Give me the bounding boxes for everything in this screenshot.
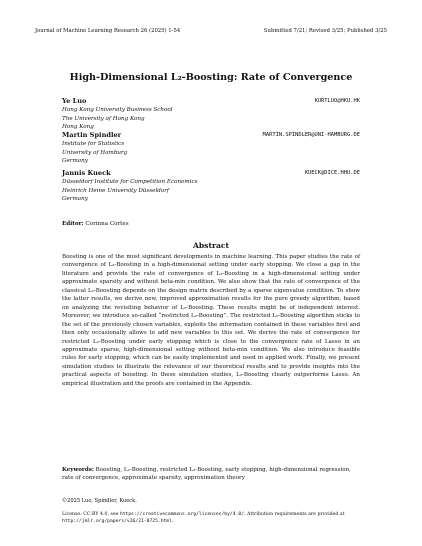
paper-title: High-Dimensional L₂-Boosting: Rate of Convergence <box>69 72 353 83</box>
license-middle: . Attribution requirements are provided at <box>244 512 345 517</box>
affiliation-line: Germany <box>62 158 88 165</box>
affiliation-line: University of Hamburg <box>62 149 128 156</box>
abstract-heading: Abstract <box>192 241 230 250</box>
license-link[interactable]: https://creativecommons.org/licenses/by/4.0/ <box>119 512 245 517</box>
submission-dates: Submitted 7/21; Revised 3/25; Published 3/25 <box>263 28 387 34</box>
license-prefix: License: CC-BY 4.0, see <box>62 512 120 517</box>
affiliation-line: Hong Kong University Business School <box>62 107 173 113</box>
author-email[interactable]: KURTLUO@HKU.HK <box>314 98 360 104</box>
author-block <box>62 97 360 132</box>
affiliation-line: Hong Kong <box>62 124 94 131</box>
editor-line <box>62 221 129 227</box>
keywords-line <box>62 466 360 483</box>
affiliation-line: The University of Hong Kong <box>62 115 145 122</box>
journal-header: Journal of Machine Learning Research 26 (2025) 1-54 <box>35 28 181 34</box>
copyright-notice: ©2025 Luo, Spindler, Kueck. <box>62 498 137 504</box>
author-name: Jannis Kueck <box>62 169 111 177</box>
affiliation-line: Düsseldorf Institute for Competition Economics <box>62 179 198 185</box>
affiliation-line: Germany <box>62 196 88 203</box>
editor-name: Corinna Cortes <box>85 221 129 227</box>
keywords-label: Keywords: <box>62 467 94 473</box>
abstract-text: Boosting is one of the most significant developments in machine learning. This paper studies the rate of convergence of L₂-Boosting in a high-dimensional setting under early stopping. We close a gap in the literature and provide the rate of convergence of L₂-Boosting in a high-dimensional setting under approximate sparsity and without beta-min condition. We also show that the rate of convergence of the classical L₂-Boosting depends on the design matrix described by a sparse eigenvalue condition. To show the latter results, we derive new, improved approximation results for the pure greedy algorithm, based on analyzing the revisiting behavior of L₂-Boosting. These results might be of independent interest. Moreover, we introduce so-called “restricted L₂-Boosting”. The restricted L₂-Boosting algorithm sticks to the set of the previously chosen variables, exploits the information contained in these variables first and then only occasionally allows to add new variables to this set. We derive the rate of convergence for restricted L₂-Boosting under early stopping which is close to the convergence rate of Lasso in an approximate sparse, high-dimensional setting without beta-min condition. We also introduce feasible rules for early stopping, which can be easily implemented and used in applied work. Finally, we present simulation studies to illustrate the relevance of our theoretical results and to provide insights into the practical aspects of boosting. In these simulation studies, L₂-Boosting clearly outperforms Lasso. An empirical illustration and the proofs are contained in the Appendix. <box>62 254 360 387</box>
author-block <box>62 169 360 204</box>
author-email[interactable]: KUECK@DICE.HHU.DE <box>304 170 360 176</box>
author-name: Martin Spindler <box>62 131 122 139</box>
affiliation-line: Heinrich Heine University Düsseldorf <box>62 187 169 194</box>
affiliation-line: Institute for Statistics <box>62 141 125 147</box>
editor-label: Editor: <box>62 221 84 227</box>
author-block <box>62 131 360 166</box>
paper-link[interactable]: http://jmlr.org/papers/v26/21-0725.html <box>62 518 173 524</box>
license-suffix: . <box>172 518 174 524</box>
license-notice <box>62 512 362 525</box>
keywords-text: Boosting, L₂-Boosting, restricted L₂-Boosting, early stopping, high-dimensional regression, rate of convergence, approximate sparsity, approximation theory <box>62 467 351 482</box>
author-name: Ye Luo <box>62 97 87 105</box>
author-email[interactable]: MARTIN.SPINDLER@UNI-HAMBURG.DE <box>262 132 360 138</box>
